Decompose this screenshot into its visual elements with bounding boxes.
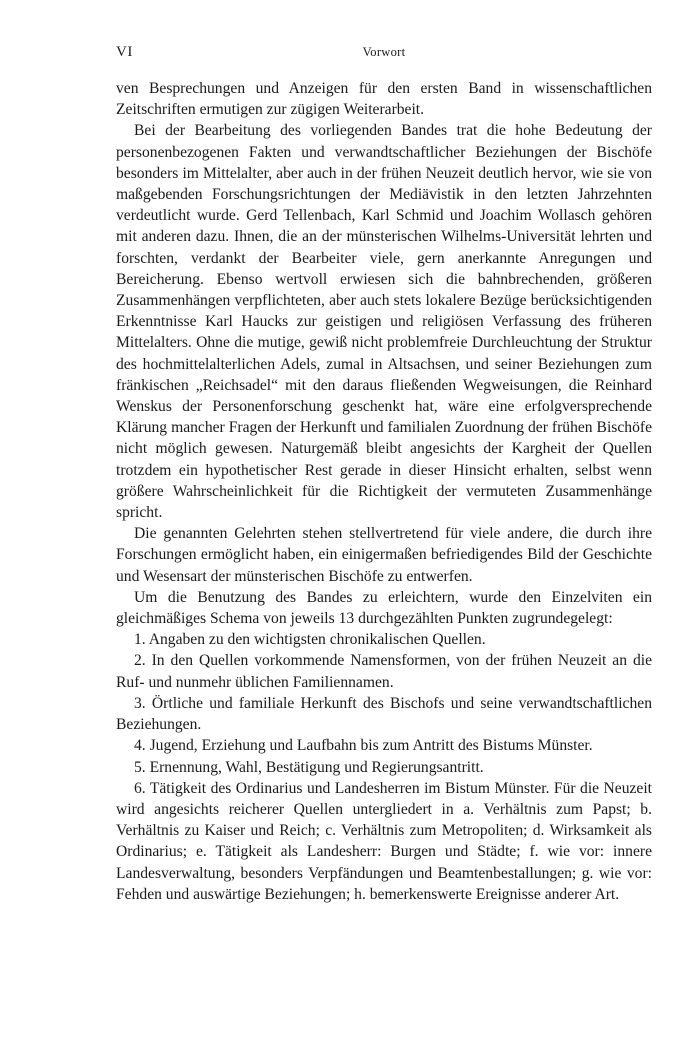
list-item: 1. Angaben zu den wichtigsten chronikalischen Quellen. — [134, 631, 486, 649]
paragraph-continued: ven Besprechungen und Anzeigen für den ersten Band in wissenschaftlichen Zeitschriften ermutigen zur zügigen Weiterarbeit. — [116, 80, 652, 119]
paragraph-research-context: Bei der Bearbeitung des vorliegenden Bandes trat die hohe Bedeutung der personenbezogenen Fakten und verwandtschaftlicher Beziehungen der Bischöfe besonders im Mittelalter, aber auch in der frühen Neuzeit deutlich hervor, wie sie von maßgebenden Forschungsrichtungen der Mediävistik in den letzten Jahrzehnten verdeutlicht wurde. Gerd Tellenbach, Karl Schmid und Joachim Wollasch gehören mit anderen dazu. Ihnen, die an der münsterischen Wilhelms-Universität lehrten und forschten, verdankt der Bearbeiter viele, gern anerkannte Anregungen und Bereicherung. Ebenso wertvoll erwiesen sich die bahnbrechenden, größeren Zusammenhängen verpflichteten, aber auch stets lokalere Bezüge berücksichtigenden Erkenntnisse Karl Haucks zur geistigen und religiösen Verfassung des früheren Mittelalters. Ohne die mutige, gewiß nicht problemfreie Durchleuchtung der Struktur des hochmittelalterlichen Adels, zumal in Altsachsen, und seiner Beziehungen zum fränkischen „Reichsadel“ mit den daraus fließenden Wegweisungen, die Reinhard Wenskus der Personenforschung geschenkt hat, wäre eine erfolgversprechende Klärung mancher Fragen der Herkunft und familialen Zuordnung der frühen Bischöfe nicht möglich gewesen. Naturgemäß bleibt angesichts der Kargheit der Quellen trotzdem ein hypothetischer Rest gerade in dieser Hinsicht erhalten, selbst wenn größere Wahrscheinlichkeit für die Richtigkeit der vermuteten Zusammenhänge spricht. — [116, 122, 652, 522]
page-number: VI — [116, 44, 133, 60]
page-body — [116, 78, 652, 905]
paragraph-schema-intro: Um die Benutzung des Bandes zu erleichtern, wurde den Einzelviten ein gleichmäßiges Schema von jeweils 13 durchgezählten Punkten zugrundegelegt: — [116, 588, 652, 628]
list-item: 2. In den Quellen vorkommende Namensformen, von der frühen Neuzeit an die Ruf- und nunmehr üblichen Familiennamen. — [116, 652, 652, 691]
page-header — [116, 44, 652, 64]
list-item: 6. Tätigkeit des Ordinarius und Landesherren im Bistum Münster. Für die Neuzeit wird angesichts reicherer Quellen untergliedert in a. Verhältnis zum Papst; b. Verhältnis zu Kaiser und Reich; c. Verhältnis zum Metropoliten; d. Wirksamkeit als Ordinarius; e. Tätigkeit als Landesherr: Burgen und Städte; f. wie vor: innere Landesverwaltung, besonders Verpfändungen und Beamtenbestallungen; g. wie vor: Fehden und auswärtige Beziehungen; h. bemerkenswerte Ereignisse anderer Art. — [116, 779, 652, 903]
paragraph-scholars: Die genannten Gelehrten stehen stellvertretend für viele andere, die durch ihre Forschungen ermöglicht haben, ein einigermaßen befriedigendes Bild der Geschichte und Wesensart der münsterischen Bischöfe zu entwerfen. — [116, 525, 652, 585]
list-item: 3. Örtliche und familiale Herkunft des Bischofs und seine verwandtschaftlichen Beziehungen. — [116, 694, 652, 734]
list-item: 5. Ernennung, Wahl, Bestätigung und Regierungsantritt. — [134, 758, 484, 776]
running-title: Vorwort — [362, 45, 406, 59]
list-item: 4. Jugend, Erziehung und Laufbahn bis zum Antritt des Bistums Münster. — [134, 737, 593, 755]
